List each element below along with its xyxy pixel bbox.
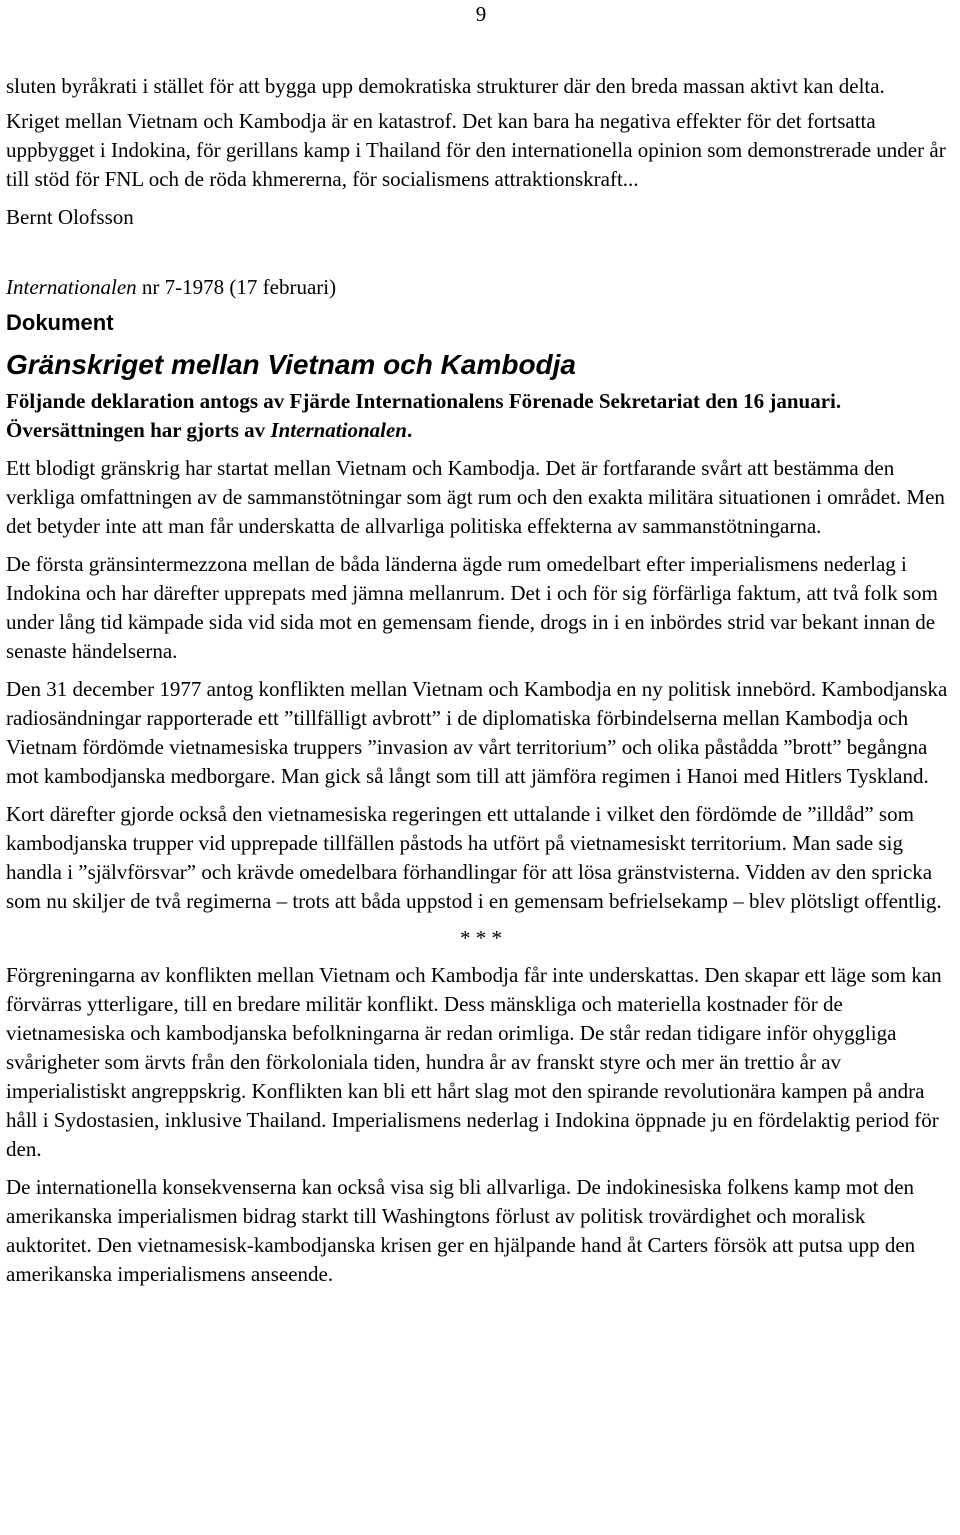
lead-publication: Internationalen [270,418,407,442]
lead-text: Följande deklaration antogs av Fjärde Internationalens Förenade Sekretariat den 16 januari. Översättningen har gjorts av [6,389,842,442]
document-body [6,72,956,1289]
body-paragraph: De första gränsintermezzona mellan de båda länderna ägde rum omedelbart efter imperialismens nederlag i Indokina och har därefter upprepats med jämna mellanrum. Det i och för sig förfärliga faktum, att två folk som under lång tid kämpade sida vid sida mot en gemensam fiende, drogs in i en inbördes strid var bekant innan de senaste händelserna. [6,552,938,663]
article-headline: Gränskriget mellan Vietnam och Kambodja [6,349,577,380]
lead-end: . [406,418,413,442]
section-label: Dokument [6,310,114,335]
lead-paragraph [6,387,956,445]
section-separator: * * * [460,926,502,950]
body-paragraph: Ett blodigt gränskrig har startat mellan Vietnam och Kambodja. Det är fortfarande svårt att bestämma den verkliga omfattningen av de sammanstötningar som ägt rum och den exakta militära situationen i området. Men det betyder inte att man får underskatta de allvarliga politiska effekterna av sammanstötningarna. [6,456,945,538]
body-paragraph: Förgreningarna av konflikten mellan Vietnam och Kambodja får inte underskattas. Den skapar ett läge som kan förvärras ytterligare, till en bredare militär konflikt. Dess mänskliga och materiella kostnader för de vietnamesiska och kambodjanska befolkningarna är redan orimliga. De står redan tidigare inför ohyggliga svårigheter som ärvts från den förkoloniala tiden, hundra år av franskt styre och mer än trettio år av imperialistiskt angreppskrig. Konflikten kan bli ett hårt slag mot den spirande revolutionära kampen på andra håll i Sydostasien, inklusive Thailand. Imperialismens nederlag i Indokina öppnade ju en fördelaktig period för den. [6,963,942,1161]
intro-paragraph: Kriget mellan Vietnam och Kambodja är en katastrof. Det kan bara ha negativa effekter för det fortsatta uppbygget i Indokina, för gerillans kamp i Thailand för den internationella opinion som demonstrerade under år till stöd för FNL och de röda khmererna, för socialismens attraktionskraft... [6,109,946,191]
author-signature: Bernt Olofsson [6,205,134,229]
intro-paragraph: sluten byråkrati i stället för att bygga upp demokratiska strukturer där den breda massan aktivt kan delta. [6,74,885,98]
body-paragraph: De internationella konsekvenserna kan också visa sig bli allvarliga. De indokinesiska folkens kamp mot den amerikanska imperialismen bidrag starkt till Washingtons förlust av politisk trovärdighet och moralisk auktoritet. Den vietnamesisk-kambodjanska krisen ger en hjälpande hand åt Carters försök att putsa upp den amerikanska imperialismens anseende. [6,1175,916,1286]
page-number: 9 [475,2,487,26]
source-line [6,273,956,302]
issue-info: nr 7-1978 (17 februari) [136,275,337,299]
body-paragraph: Den 31 december 1977 antog konflikten mellan Vietnam och Kambodja en ny politisk innebörd. Kambodjanska radiosändningar rapporterade ett ”tillfälligt avbrott” i de diplomatiska förbindelserna mellan Kambodja och Vietnam fördömde vietnamesiska truppers ”invasion av vårt territorium” och olika påstådda ”brott” begångna mot kambodjanska medborgare. Man gick så långt som till att jämföra regimen i Hanoi med Hitlers Tyskland. [6,677,948,788]
body-paragraph: Kort därefter gjorde också den vietnamesiska regeringen ett uttalande i vilket den fördömde de ”illdåd” som kambodjanska trupper vid upprepade tillfällen påstods ha utfört på vietnamesiskt territorium. Man sade sig handla i ”självförsvar” och krävde omedelbara förhandlingar för att lösa gränstvisterna. Vidden av den spricka som nu skiljer de två regimerna – trots att båda uppstod i en gemensam befrielsekamp – blev plötsligt offentlig. [6,802,942,913]
publication-name: Internationalen [6,275,137,299]
